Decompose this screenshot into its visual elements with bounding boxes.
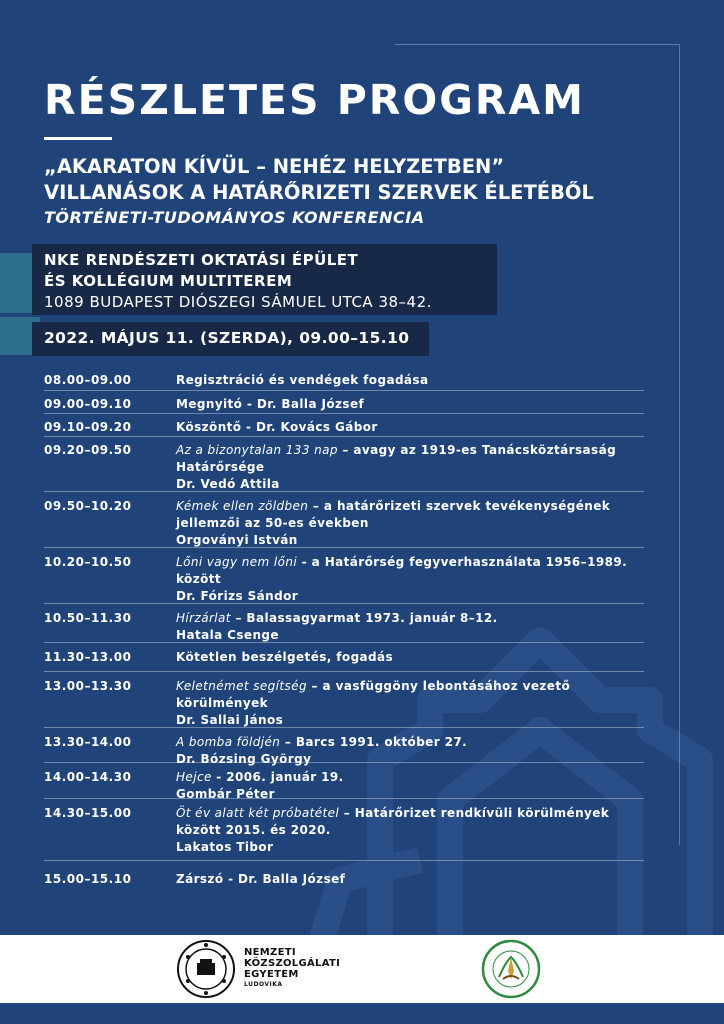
- page-title: RÉSZLETES PROGRAM: [44, 76, 585, 124]
- session-text: Köszöntő - Dr. Kovács Gábor: [176, 420, 378, 434]
- venue-panel: [32, 244, 497, 315]
- schedule-separator: [44, 603, 644, 604]
- session-speaker: Dr. Fórizs Sándor: [176, 589, 299, 603]
- schedule-time: 14.00–14.30: [44, 770, 132, 784]
- schedule-description: [176, 442, 646, 493]
- schedule-time: 11.30–13.00: [44, 650, 132, 664]
- venue-line1: NKE RENDÉSZETI OKTATÁSI ÉPÜLET: [44, 251, 359, 269]
- nke-line1: NEMZETI: [244, 947, 296, 958]
- session-text: Megnyitó - Dr. Balla József: [176, 397, 365, 411]
- session-speaker: Dr. Sallai János: [176, 713, 284, 727]
- title-underline: [44, 137, 112, 140]
- session-title: Hejce: [176, 770, 212, 784]
- schedule-description: [176, 554, 646, 605]
- schedule-time: 10.20–10.50: [44, 555, 132, 569]
- schedule-description: [176, 610, 646, 644]
- schedule-separator: [44, 390, 644, 391]
- session-text: - a Határőrség fegyverhasználata 1956–1989. között: [176, 555, 628, 586]
- schedule-separator: [44, 671, 644, 672]
- schedule-separator: [44, 762, 644, 763]
- schedule-time: 09.00–09.10: [44, 397, 132, 411]
- session-title: Keletnémet segítség: [176, 679, 307, 693]
- schedule-description: [176, 396, 646, 413]
- session-speaker: Dr. Vedó Attila: [176, 477, 280, 491]
- schedule-description: [176, 649, 646, 666]
- venue-address: 1089 BUDAPEST DIÓSZEGI SÁMUEL UTCA 38–42.: [44, 293, 432, 311]
- session-speaker: Orgoványi István: [176, 533, 298, 547]
- session-text: – a határőrizeti szervek tevékenységének jellemzői az 50-es években: [176, 499, 611, 530]
- nke-line3: EGYETEM: [244, 969, 299, 980]
- schedule-time: 09.20–09.50: [44, 443, 132, 457]
- schedule-description: [176, 805, 646, 856]
- schedule-separator: [44, 798, 644, 799]
- session-text: Regisztráció és vendégek fogadása: [176, 373, 429, 387]
- schedule-description: [176, 871, 646, 888]
- footer-logos: [0, 935, 724, 1003]
- session-title: Kémek ellen zöldben: [176, 499, 309, 513]
- session-speaker: Gombár Péter: [176, 787, 275, 801]
- session-text: – a vasfüggöny lebontásához vezető körülmények: [176, 679, 571, 710]
- nke-emblem-icon: [176, 939, 236, 999]
- schedule-description: [176, 419, 646, 436]
- venue-line2: ÉS KOLLÉGIUM MULTITEREM: [44, 272, 293, 290]
- schedule-separator: [44, 642, 644, 643]
- session-title: Lőni vagy nem lőni: [176, 555, 298, 569]
- conference-title-line1: „AKARATON KÍVÜL – NEHÉZ HELYZETBEN”: [44, 155, 505, 178]
- schedule-time: 14.30–15.00: [44, 806, 132, 820]
- schedule-time: 09.50–10.20: [44, 499, 132, 513]
- session-speaker: Dr. Bózsing György: [176, 752, 312, 766]
- schedule-time: 10.50–11.30: [44, 611, 132, 625]
- schedule-time: 09.10–09.20: [44, 420, 132, 434]
- session-title: Hírzárlat: [176, 611, 231, 625]
- nke-wordmark: [244, 947, 340, 989]
- conference-title-line2: VILLANÁSOK A HATÁRŐRIZETI SZERVEK ÉLETÉBŐL: [44, 181, 594, 204]
- bottom-strip: [0, 1003, 724, 1024]
- schedule-time: 15.00–15.10: [44, 872, 132, 886]
- session-text: – Barcs 1991. október 27.: [280, 735, 468, 749]
- schedule-separator: [44, 491, 644, 492]
- schedule-description: [176, 498, 646, 549]
- schedule-separator: [44, 860, 644, 861]
- session-speaker: Hatala Csenge: [176, 628, 279, 642]
- session-title: A bomba földjén: [176, 735, 281, 749]
- session-text: – Határőrizet rendkívüli körülmények között 2015. és 2020.: [176, 806, 610, 837]
- session-speaker: Lakatos Tibor: [176, 840, 274, 854]
- nke-line4: LUDOVIKA: [244, 981, 283, 988]
- conference-type: TÖRTÉNETI-TUDOMÁNYOS KONFERENCIA: [44, 208, 425, 227]
- session-title: Öt év alatt két próbatétel: [176, 806, 340, 820]
- nke-line2: KÖZSZOLGÁLATI: [244, 958, 341, 969]
- session-text: – avagy az 1919-es Tanácsköztársaság Határőrsége: [176, 443, 617, 474]
- session-title: Az a bizonytalan 133 nap: [176, 443, 338, 457]
- conference-title: [44, 154, 594, 206]
- schedule-separator: [44, 413, 644, 414]
- session-text: – Balassagyarmat 1973. január 8–12.: [230, 611, 498, 625]
- schedule-separator: [44, 436, 644, 437]
- schedule-time: 13.00–13.30: [44, 679, 132, 693]
- schedule-separator: [44, 727, 644, 728]
- schedule-time: 13.30–14.00: [44, 735, 132, 749]
- border-guard-history-society-icon: [481, 939, 541, 999]
- schedule-separator: [44, 547, 644, 548]
- event-date: 2022. MÁJUS 11. (SZERDA), 09.00–15.10: [32, 322, 429, 356]
- session-text: Zárszó - Dr. Balla József: [176, 872, 346, 886]
- schedule-description: [176, 372, 646, 389]
- schedule-description: [176, 678, 646, 729]
- session-text: Kötetlen beszélgetés, fogadás: [176, 650, 394, 664]
- schedule-time: 08.00–09.00: [44, 373, 132, 387]
- session-text: - 2006. január 19.: [211, 770, 344, 784]
